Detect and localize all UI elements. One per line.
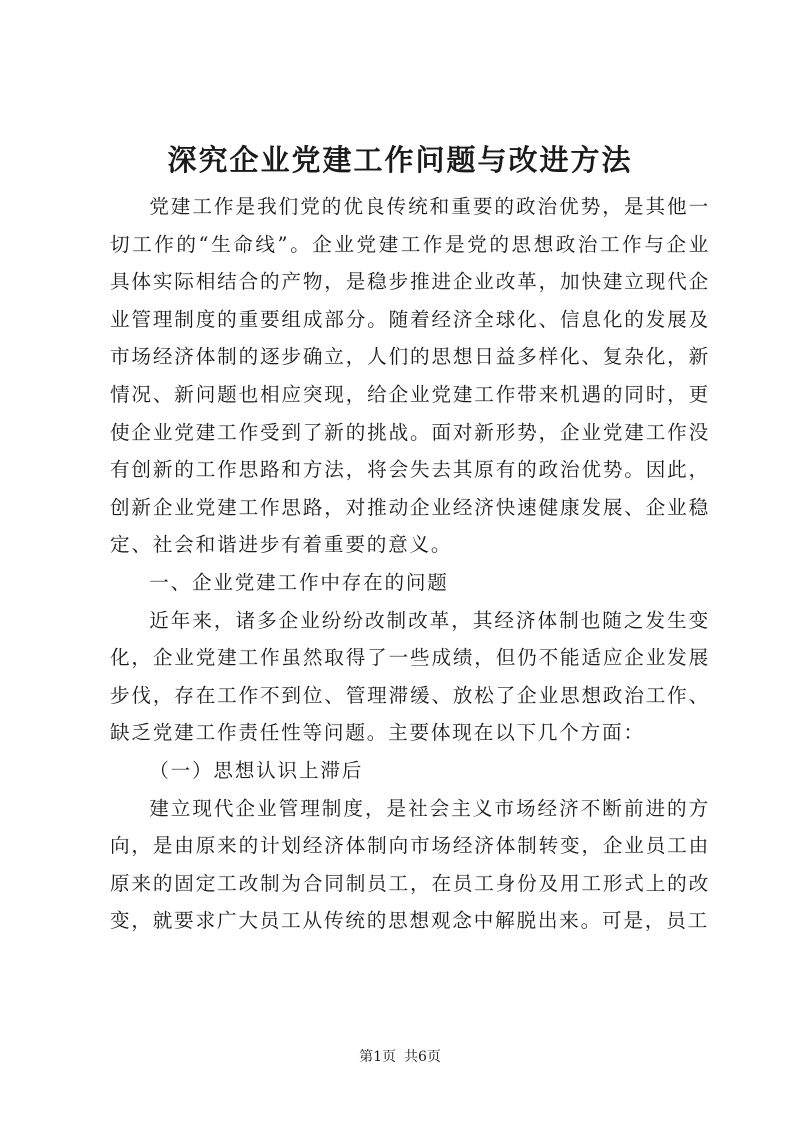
- document-title: 深究企业党建工作问题与改进方法: [167, 143, 633, 177]
- document-body: [110, 188, 710, 940]
- paragraph-subsection-1: 建立现代企业管理制度，是社会主义市场经济不断前进的方向，是由原来的计划经济体制向市场经济体制转变，企业员工由原来的固定工改制为合同制员工，在员工身份及用工形式上的改变，就要求广大员工从传统的思想观念中解脱出来。可是，员工: [110, 796, 710, 933]
- page-footer: [0, 1047, 800, 1067]
- subsection-heading-1: （一）思想认识上滞后: [149, 758, 364, 782]
- page-number: 第1页: [359, 1049, 396, 1065]
- page-total: 共6页: [404, 1049, 441, 1065]
- paragraph-section-1: 近年来，诸多企业纷纷改制改革，其经济体制也随之发生变化，企业党建工作虽然取得了一些成绩，但仍不能适应企业发展步伐，存在工作不到位、管理滞缓、放松了企业思想政治工作、缺乏党建工作责任性等问题。主要体现在以下几个方面：: [110, 608, 710, 745]
- paragraph-intro: 党建工作是我们党的优良传统和重要的政治优势，是其他一切工作的“生命线”。企业党建工作是党的思想政治工作与企业具体实际相结合的产物，是稳步推进企业改革，加快建立现代企业管理制度的重要组成部分。随着经济全球化、信息化的发展及市场经济体制的逐步确立，人们的思想日益多样化、复杂化，新情况、新问题也相应突现，给企业党建工作带来机遇的同时，更使企业党建工作受到了新的挑战。面对新形势，企业党建工作没有创新的工作思路和方法，将会失去其原有的政治优势。因此，创新企业党建工作思路，对推动企业经济快速健康发展、企业稳定、社会和谐进步有着重要的意义。: [110, 195, 710, 557]
- section-heading-1: 一、企业党建工作中存在的问题: [149, 570, 449, 594]
